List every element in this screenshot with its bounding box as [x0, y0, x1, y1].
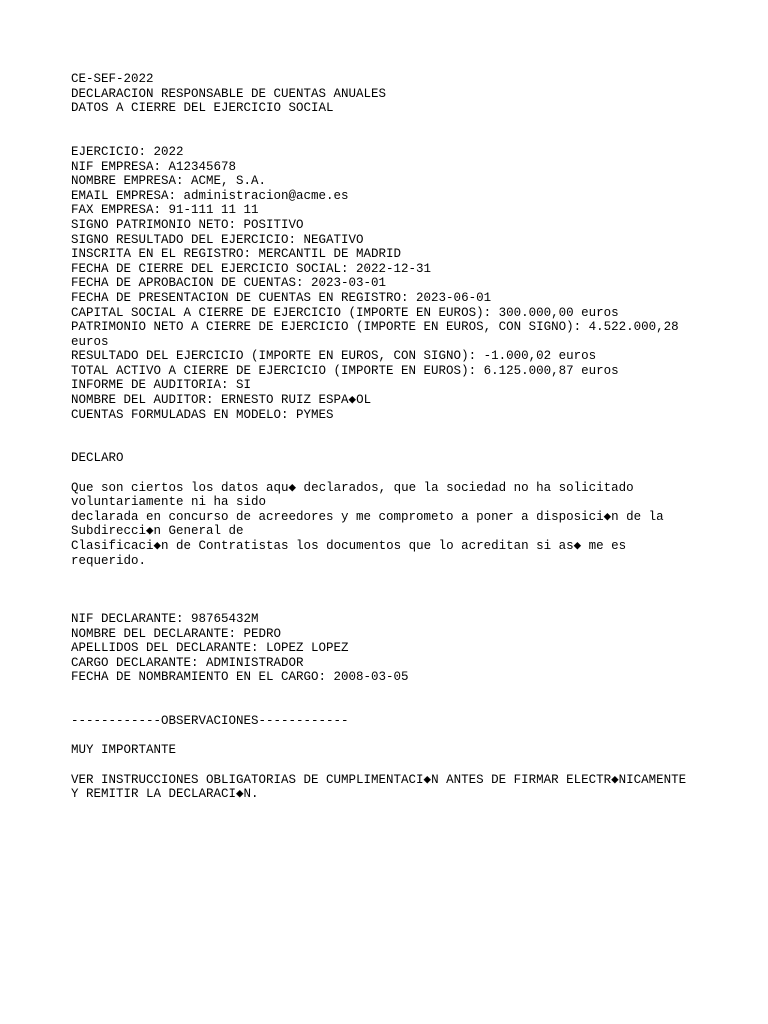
field-nombre-empresa: NOMBRE EMPRESA: ACME, S.A.	[71, 174, 267, 189]
document-title: DECLARACION RESPONSABLE DE CUENTAS ANUALES	[71, 86, 387, 101]
field-fecha-nombramiento: FECHA DE NOMBRAMIENTO EN EL CARGO: 2008-03-05	[71, 670, 409, 685]
field-email-empresa: EMAIL EMPRESA: administracion@acme.es	[71, 188, 349, 203]
field-total-activo: TOTAL ACTIVO A CIERRE DE EJERCICIO (IMPORTE EN EUROS): 6.125.000,87 euros	[71, 363, 619, 378]
observations-separator: ------------OBSERVACIONES------------	[71, 714, 349, 729]
declaration-heading: DECLARO	[71, 451, 124, 466]
field-resultado: RESULTADO DEL EJERCICIO (IMPORTE EN EUROS, CON SIGNO): -1.000,02 euros	[71, 349, 597, 364]
document-code: CE-SEF-2022	[71, 72, 154, 86]
field-patrimonio-neto-cont: euros	[71, 334, 109, 349]
declaration-line: Que son ciertos los datos aqu◆ declarados, que la sociedad no ha solicitado	[71, 480, 634, 495]
observations-important: MUY IMPORTANTE	[71, 743, 177, 758]
declaration-line: requerido.	[71, 553, 147, 568]
field-signo-patrimonio: SIGNO PATRIMONIO NETO: POSITIVO	[71, 217, 304, 232]
document-subtitle: DATOS A CIERRE DEL EJERCICIO SOCIAL	[71, 101, 334, 116]
field-nif-declarante: NIF DECLARANTE: 98765432M	[71, 611, 259, 626]
document-page	[71, 72, 711, 802]
field-nif-empresa: NIF EMPRESA: A12345678	[71, 159, 237, 174]
field-nombre-declarante: NOMBRE DEL DECLARANTE: PEDRO	[71, 626, 282, 641]
declaration-line: declarada en concurso de acreedores y me comprometo a poner a disposici◆n de la	[71, 509, 664, 524]
field-cargo-declarante: CARGO DECLARANTE: ADMINISTRADOR	[71, 655, 304, 670]
declaration-line: Clasificaci◆n de Contratistas los documentos que lo acreditan si as◆ me es	[71, 539, 627, 553]
field-ejercicio: EJERCICIO: 2022	[71, 144, 184, 159]
observations-instructions: VER INSTRUCCIONES OBLIGATORIAS DE CUMPLIMENTACI◆N ANTES DE FIRMAR ELECTR◆NICAMENTE	[71, 772, 687, 787]
observations-instructions-cont: Y REMITIR LA DECLARACI◆N.	[71, 787, 259, 802]
declaration-line: voluntariamente ni ha sido	[71, 495, 267, 510]
field-auditoria: INFORME DE AUDITORIA: SI	[71, 378, 252, 393]
field-apellidos-declarante: APELLIDOS DEL DECLARANTE: LOPEZ LOPEZ	[71, 641, 349, 656]
field-capital-social: CAPITAL SOCIAL A CIERRE DE EJERCICIO (IMPORTE EN EUROS): 300.000,00 euros	[71, 305, 619, 320]
field-fecha-cierre: FECHA DE CIERRE DEL EJERCICIO SOCIAL: 2022-12-31	[71, 261, 432, 276]
field-fax-empresa: FAX EMPRESA: 91-111 11 11	[71, 203, 259, 218]
field-auditor: NOMBRE DEL AUDITOR: ERNESTO RUIZ ESPA◆OL	[71, 393, 372, 408]
field-fecha-aprobacion: FECHA DE APROBACION DE CUENTAS: 2023-03-01	[71, 276, 387, 291]
declaration-line: Subdirecci◆n General de	[71, 524, 244, 539]
field-registro: INSCRITA EN EL REGISTRO: MERCANTIL DE MADRID	[71, 247, 402, 262]
field-modelo: CUENTAS FORMULADAS EN MODELO: PYMES	[71, 407, 334, 422]
field-fecha-presentacion: FECHA DE PRESENTACION DE CUENTAS EN REGISTRO: 2023-06-01	[71, 290, 492, 305]
field-signo-resultado: SIGNO RESULTADO DEL EJERCICIO: NEGATIVO	[71, 232, 364, 247]
field-patrimonio-neto: PATRIMONIO NETO A CIERRE DE EJERCICIO (IMPORTE EN EUROS, CON SIGNO): 4.522.000,28	[71, 320, 679, 335]
